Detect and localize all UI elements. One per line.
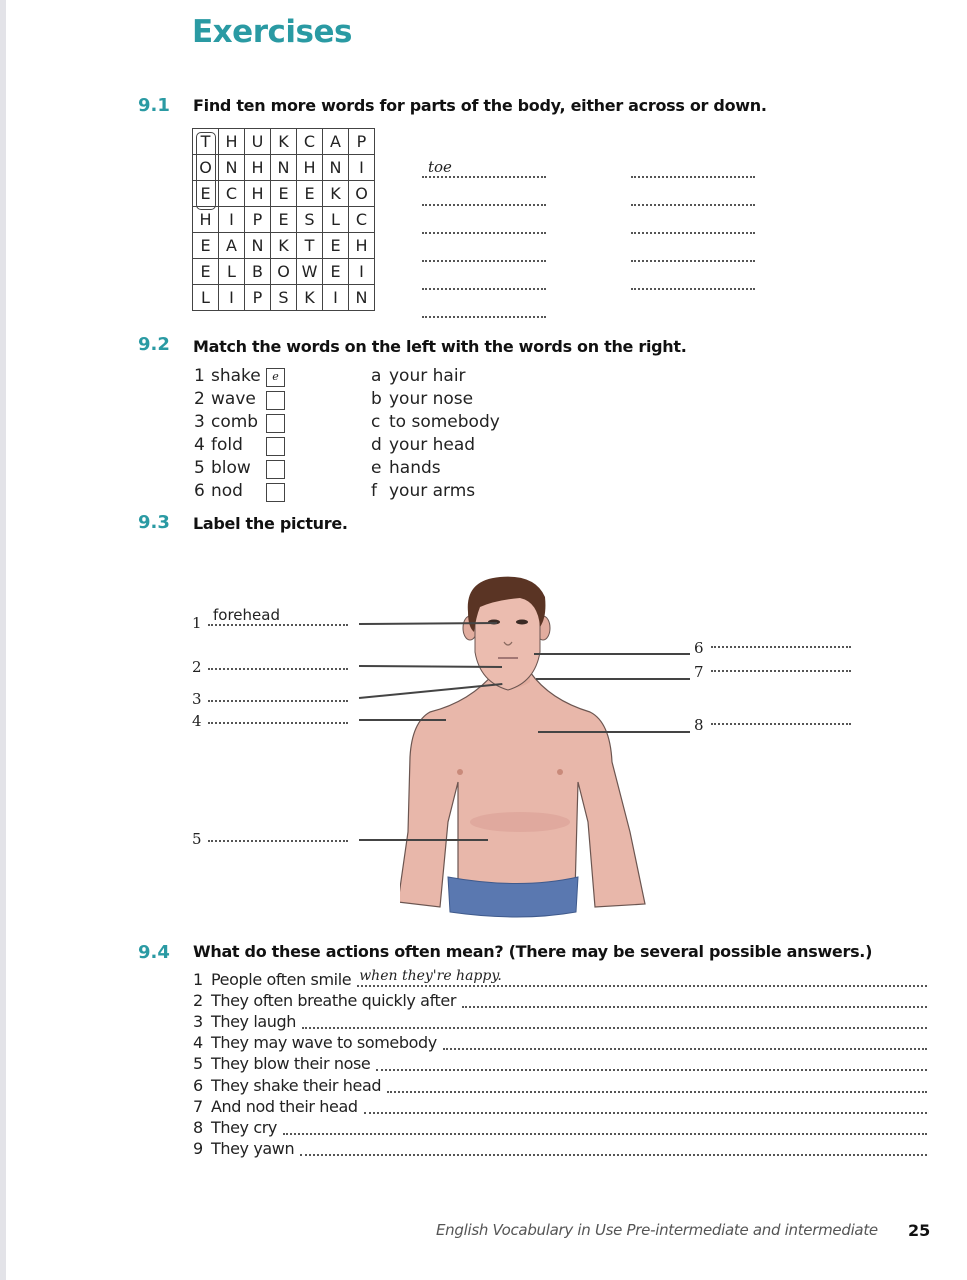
answer-line[interactable] (422, 288, 546, 290)
grid-cell: I (219, 285, 245, 311)
label-answer-line[interactable] (208, 840, 348, 842)
page-title: Exercises (192, 14, 352, 50)
sentence-answer-line[interactable] (364, 1112, 927, 1114)
exercise-9-4-number: 9.4 (138, 942, 170, 963)
grid-cell: E (297, 181, 323, 207)
sentence-prompt: They cry (211, 1117, 277, 1137)
nipple-right (557, 769, 563, 775)
label-answer-line[interactable] (208, 700, 348, 702)
answer-line[interactable] (631, 288, 755, 290)
exercise-9-2-number: 9.2 (138, 334, 170, 355)
sentence-answer-line[interactable] (376, 1069, 927, 1071)
abdomen-shadow (470, 812, 570, 832)
match-left-number: 6 (194, 481, 205, 501)
grid-cell: K (323, 181, 349, 207)
match-left-number: 2 (194, 389, 205, 409)
grid-cell: P (245, 285, 271, 311)
footer-book-title: English Vocabulary in Use Pre-intermediate and intermediate (436, 1221, 878, 1239)
grid-cell: H (245, 155, 271, 181)
answer-line[interactable] (631, 260, 755, 262)
match-right-letter: c (371, 412, 381, 432)
label-answer-line[interactable] (711, 646, 851, 648)
grid-cell: E (193, 181, 219, 207)
match-right-text: your nose (389, 389, 474, 409)
match-answer-box[interactable] (266, 483, 285, 502)
sentence-number: 9 (193, 1138, 203, 1158)
grid-cell: L (323, 207, 349, 233)
grid-cell: U (245, 129, 271, 155)
grid-cell: E (323, 233, 349, 259)
grid-cell: N (323, 155, 349, 181)
grid-cell: E (193, 233, 219, 259)
grid-row (193, 181, 375, 207)
label-number: 6 (694, 639, 704, 657)
sentence-number: 5 (193, 1054, 203, 1074)
grid-cell: O (193, 155, 219, 181)
grid-cell: T (193, 129, 219, 155)
match-right-text: hands (389, 458, 441, 478)
answer-line[interactable] (631, 204, 755, 206)
match-answer-box[interactable] (266, 460, 285, 479)
match-left-word: fold (211, 435, 243, 455)
grid-cell: O (349, 181, 375, 207)
grid-row (193, 259, 375, 285)
sentence-prompt: They laugh (211, 1012, 297, 1032)
match-right-text: your arms (389, 481, 476, 501)
answer-line[interactable] (422, 204, 546, 206)
grid-cell: C (219, 181, 245, 207)
label-answer: forehead (213, 606, 280, 624)
match-left-number: 5 (194, 458, 205, 478)
exercise-9-2-instruction: Match the words on the left with the words on the right. (193, 337, 687, 356)
match-left-number: 1 (194, 366, 205, 386)
sentence-answer-line[interactable] (387, 1091, 927, 1093)
label-answer-line[interactable] (711, 670, 851, 672)
match-left-word: blow (211, 458, 251, 478)
grid-cell: I (349, 155, 375, 181)
sentence-prompt: They yawn (211, 1138, 295, 1158)
page-edge (0, 0, 6, 1280)
label-number: 2 (192, 658, 202, 676)
sentence-answer-line[interactable] (443, 1048, 927, 1050)
match-left-word: comb (211, 412, 259, 432)
grid-cell: I (323, 285, 349, 311)
torso-shape (400, 672, 645, 907)
sentence-number: 4 (193, 1033, 203, 1053)
sentence-prompt: They blow their nose (211, 1054, 371, 1074)
sentence-answer-line[interactable] (357, 985, 927, 987)
label-answer-line[interactable] (208, 668, 348, 670)
grid-cell: W (297, 259, 323, 285)
grid-cell: H (297, 155, 323, 181)
grid-cell: S (271, 285, 297, 311)
sentence-answer: when they're happy. (359, 968, 502, 984)
grid-cell: H (349, 233, 375, 259)
match-right-letter: b (371, 389, 382, 409)
exercise-9-1-number: 9.1 (138, 95, 170, 116)
ex91-example-answer: toe (428, 158, 452, 176)
nipple-left (457, 769, 463, 775)
sentence-number: 1 (193, 970, 203, 989)
grid-row (193, 207, 375, 233)
grid-cell: K (271, 129, 297, 155)
grid-cell: I (349, 259, 375, 285)
answer-line[interactable] (422, 232, 546, 234)
grid-cell: S (297, 207, 323, 233)
sentence-prompt: People often smile (211, 970, 352, 989)
grid-cell: H (193, 207, 219, 233)
match-right-text: your head (389, 435, 476, 455)
body-illustration (400, 572, 670, 922)
eye-right (516, 620, 528, 625)
grid-row (193, 233, 375, 259)
grid-cell: E (271, 207, 297, 233)
label-number: 3 (192, 690, 202, 708)
grid-cell: P (349, 129, 375, 155)
answer-line[interactable] (422, 176, 546, 178)
sentence-answer-line[interactable] (302, 1027, 927, 1029)
match-left-number: 4 (194, 435, 205, 455)
leader-line (538, 731, 690, 733)
grid-cell: B (245, 259, 271, 285)
match-left-word: wave (211, 389, 256, 409)
grid-cell: N (219, 155, 245, 181)
label-answer-line[interactable] (208, 624, 348, 626)
sentence-number: 7 (193, 1096, 203, 1116)
answer-line[interactable] (422, 316, 546, 318)
sentence-prompt: They shake their head (211, 1075, 382, 1095)
match-left-word: nod (211, 481, 243, 501)
grid-cell: E (271, 181, 297, 207)
sentence-number: 8 (193, 1117, 203, 1137)
grid-cell: C (297, 129, 323, 155)
match-right-letter: d (371, 435, 382, 455)
sentence-prompt: They often breathe quickly after (211, 991, 457, 1011)
grid-cell: N (245, 233, 271, 259)
match-left-number: 3 (194, 412, 205, 432)
sentence-number: 2 (193, 991, 203, 1011)
exercise-9-1-instruction: Find ten more words for parts of the body, either across or down. (193, 96, 767, 115)
grid-cell: O (271, 259, 297, 285)
label-number: 4 (192, 712, 202, 730)
label-answer-line[interactable] (208, 722, 348, 724)
match-right-letter: a (371, 366, 382, 386)
sentence-number: 3 (193, 1012, 203, 1032)
match-answer-box[interactable] (266, 414, 285, 433)
waistband (448, 877, 578, 917)
answer-line[interactable] (631, 232, 755, 234)
match-right-letter: f (371, 481, 377, 501)
label-answer-line[interactable] (711, 723, 851, 725)
grid-cell: A (323, 129, 349, 155)
match-answer-box[interactable] (266, 437, 285, 456)
leader-line (359, 839, 488, 841)
grid-cell: T (297, 233, 323, 259)
grid-cell: E (193, 259, 219, 285)
grid-cell: H (245, 181, 271, 207)
exercise-9-3-instruction: Label the picture. (193, 514, 348, 533)
grid-cell: N (271, 155, 297, 181)
grid-cell: H (219, 129, 245, 155)
label-number: 1 (192, 614, 202, 632)
grid-cell: C (349, 207, 375, 233)
grid-cell: I (219, 207, 245, 233)
answer-line[interactable] (631, 176, 755, 178)
label-number: 7 (694, 663, 704, 681)
grid-cell: K (297, 285, 323, 311)
grid-row (193, 285, 375, 311)
match-left-word: shake (211, 366, 261, 386)
grid-cell: E (323, 259, 349, 285)
sentence-prompt: They may wave to somebody (211, 1033, 437, 1053)
sentence-answer-line[interactable] (283, 1133, 927, 1135)
grid-cell: N (349, 285, 375, 311)
match-answer-box[interactable] (266, 391, 285, 410)
sentence-number: 6 (193, 1075, 203, 1095)
exercise-9-4-instruction: What do these actions often mean? (There may be several possible answers.) (193, 942, 873, 961)
match-right-letter: e (371, 458, 382, 478)
leader-line (359, 719, 446, 721)
leader-line (536, 678, 690, 680)
label-number: 8 (694, 716, 704, 734)
found-word-circle (196, 132, 216, 210)
answer-line[interactable] (422, 260, 546, 262)
match-right-text: your hair (389, 366, 466, 386)
grid-cell: L (219, 259, 245, 285)
grid-row (193, 129, 375, 155)
sentence-prompt: And nod their head (211, 1096, 358, 1116)
grid-cell: L (193, 285, 219, 311)
sentence-answer-line[interactable] (300, 1154, 927, 1156)
grid-cell: A (219, 233, 245, 259)
word-search-grid (192, 128, 375, 311)
sentence-answer-line[interactable] (462, 1006, 927, 1008)
page-number: 25 (908, 1221, 931, 1240)
label-number: 5 (192, 830, 202, 848)
match-right-text: to somebody (389, 412, 500, 432)
grid-cell: P (245, 207, 271, 233)
grid-cell: K (271, 233, 297, 259)
exercise-9-3-number: 9.3 (138, 512, 170, 533)
leader-line (534, 653, 690, 655)
grid-row (193, 155, 375, 181)
match-answer-box[interactable]: e (266, 368, 285, 387)
